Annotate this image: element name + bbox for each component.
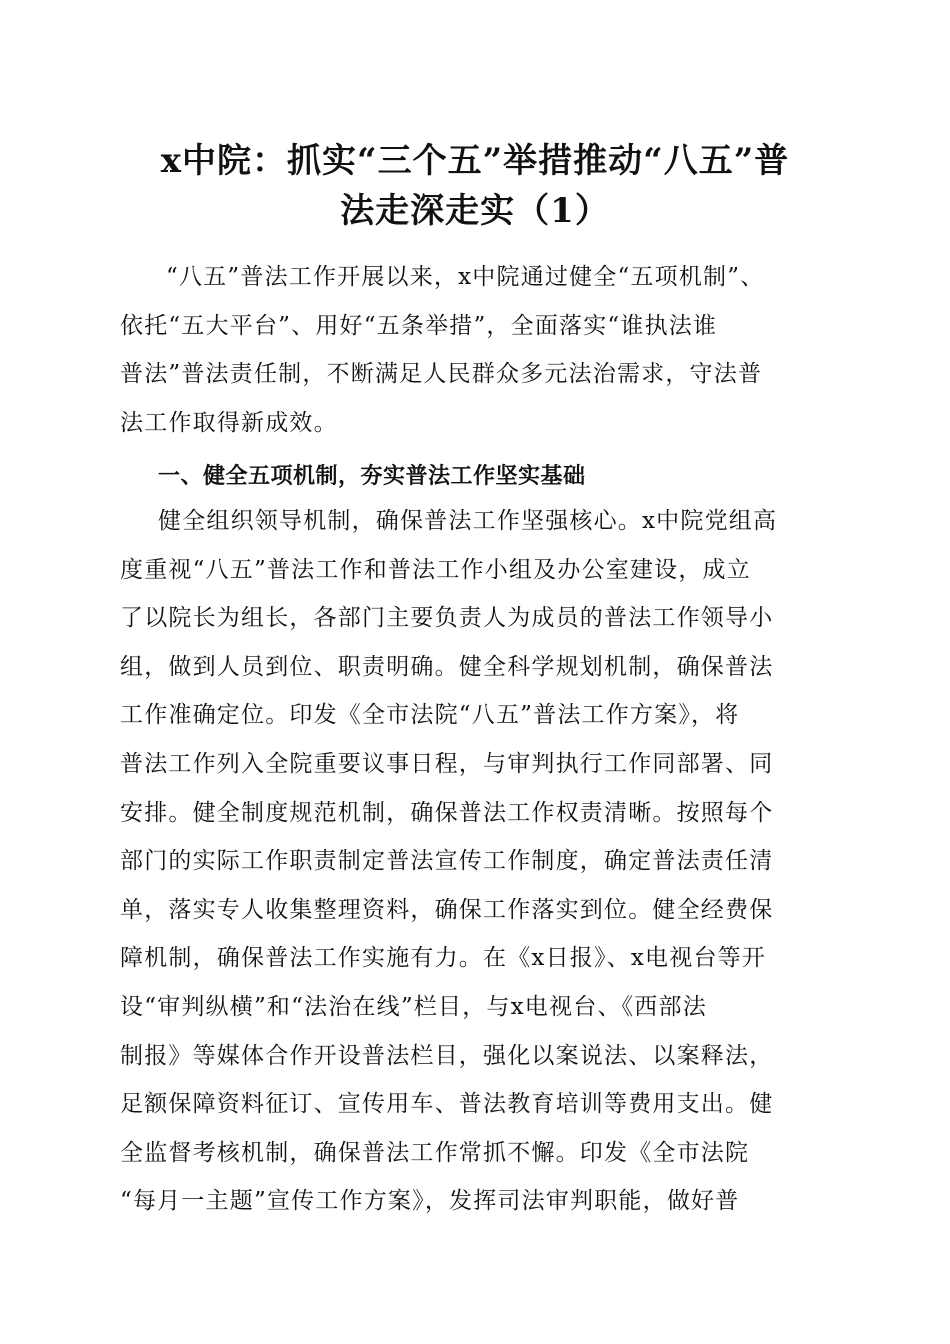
paragraph-line: 法工作取得新成效。	[120, 409, 338, 436]
paragraph-line: 制报》等媒体合作开设普法栏目，强化以案说法、以案释法，	[120, 1042, 774, 1069]
paragraph-line: 组，做到人员到位、职责明确。健全科学规划机制，确保普法	[120, 653, 774, 680]
paragraph-line: 依托“五大平台”、用好“五条举措”，全面落实“谁执法谁	[120, 312, 718, 339]
paragraph-line: 安排。健全制度规范机制，确保普法工作权责清晰。按照每个	[120, 799, 774, 826]
document-title	[100, 136, 850, 236]
paragraph-line: 普法”普法责任制，不断满足人民群众多元法治需求，守法普	[120, 361, 763, 388]
title-line: 法走深走实（1）	[340, 191, 610, 231]
paragraph-line: 足额保障资料征订、宣传用车、普法教育培训等费用支出。健	[120, 1091, 774, 1118]
paragraph-line: 部门的实际工作职责制定普法宣传工作制度，确定普法责任清	[120, 848, 774, 875]
section-paragraph	[120, 497, 825, 1226]
paragraph-line: 工作准确定位。印发《全市法院“八五”普法工作方案》，将	[120, 702, 740, 729]
paragraph-line: 健全组织领导机制，确保普法工作坚强核心。x中院党组高	[158, 508, 778, 534]
paragraph-line: 度重视“八五”普法工作和普法工作小组及办公室建设，成立	[120, 556, 751, 583]
paragraph-line: 了以院长为组长，各部门主要负责人为成员的普法工作领导小	[120, 605, 774, 632]
paragraph-line: 普法工作列入全院重要议事日程，与审判执行工作同部署、同	[120, 750, 774, 777]
paragraph-line: 设“审判纵横”和“法治在线”栏目，与x电视台、《西部法	[120, 993, 707, 1020]
paragraph-line: 单，落实专人收集整理资料，确保工作落实到位。健全经费保	[120, 896, 774, 923]
paragraph-line: “八五”普法工作开展以来，x中院通过健全“五项机制”、	[166, 264, 765, 290]
intro-paragraph	[120, 253, 825, 447]
paragraph-line: 障机制，确保普法工作实施有力。在《x日报》、x电视台等开	[120, 945, 767, 972]
section-heading: 一、健全五项机制，夯实普法工作坚实基础	[158, 464, 586, 489]
paragraph-line: “每月一主题”宣传工作方案》，发挥司法审判职能，做好普	[120, 1188, 740, 1215]
title-line: x中院：抓实“三个五”举措推动“八五”普	[160, 141, 790, 181]
paragraph-line: 全监督考核机制，确保普法工作常抓不懈。印发《全市法院	[120, 1139, 750, 1166]
